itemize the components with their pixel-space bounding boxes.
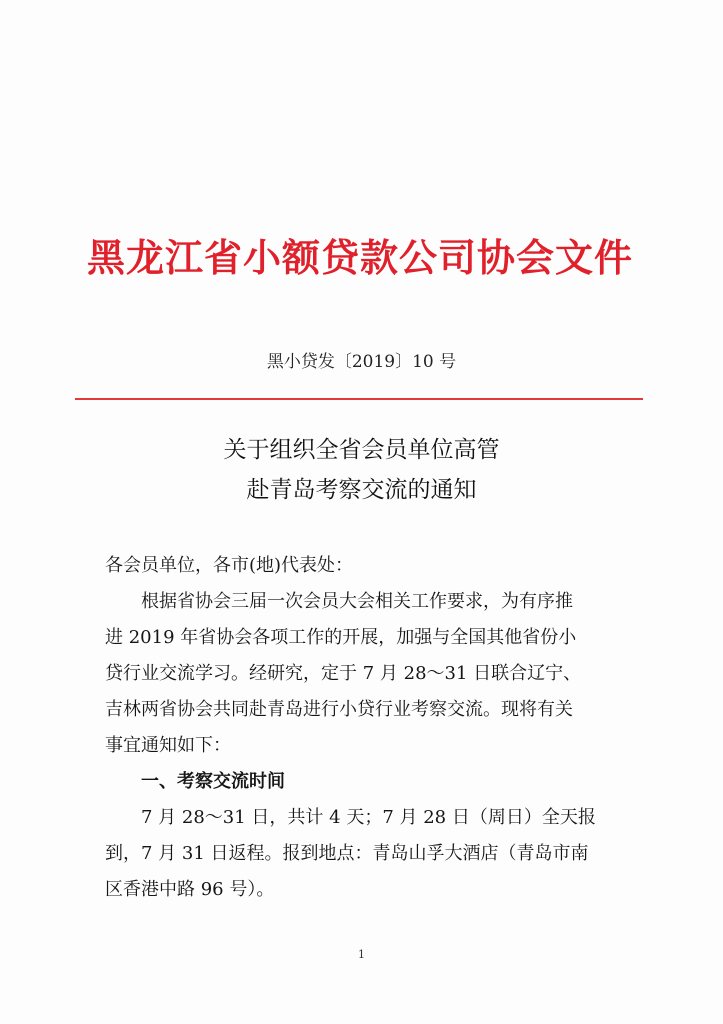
document-title-line-1: 关于组织全省会员单位高管 <box>223 437 500 463</box>
paragraph-1-line-5: 事宜通知如下： <box>105 735 231 756</box>
paragraph-1-line-4: 吉林两省协会共同赴青岛进行小贷行业考察交流。现将有关 <box>105 699 573 720</box>
paragraph-2-line-3: 区香港中路 96 号）。 <box>105 879 275 900</box>
page-number: 1 <box>358 948 365 961</box>
paragraph-2-line-1: 7 月 28～31 日，共计 4 天；7 月 28 日（周日）全天报 <box>141 807 596 828</box>
paragraph-1-line-3: 贷行业交流学习。经研究，定于 7 月 28～31 日联合辽宁、 <box>105 663 582 684</box>
paragraph-1-line-1: 根据省协会三届一次会员大会相关工作要求，为有序推 <box>141 591 573 612</box>
org-header-title: 黑龙江省小额贷款公司协会文件 <box>86 236 633 280</box>
document-title <box>0 430 723 510</box>
red-divider-line <box>75 398 643 400</box>
paragraph-2-line-2: 到，7 月 31 日返程。报到地点：青岛山孚大酒店（青岛市南 <box>105 843 589 864</box>
document-number: 黑小贷发〔2019〕10 号 <box>266 352 457 372</box>
document-body <box>105 548 625 908</box>
document-title-line-2: 赴青岛考察交流的通知 <box>246 477 477 503</box>
paragraph-1-line-2: 进 2019 年省协会各项工作的开展，加强与全国其他省份小 <box>105 627 577 648</box>
salutation: 各会员单位，各市(地)代表处： <box>105 555 354 576</box>
section-1-heading: 一、考察交流时间 <box>141 771 285 792</box>
